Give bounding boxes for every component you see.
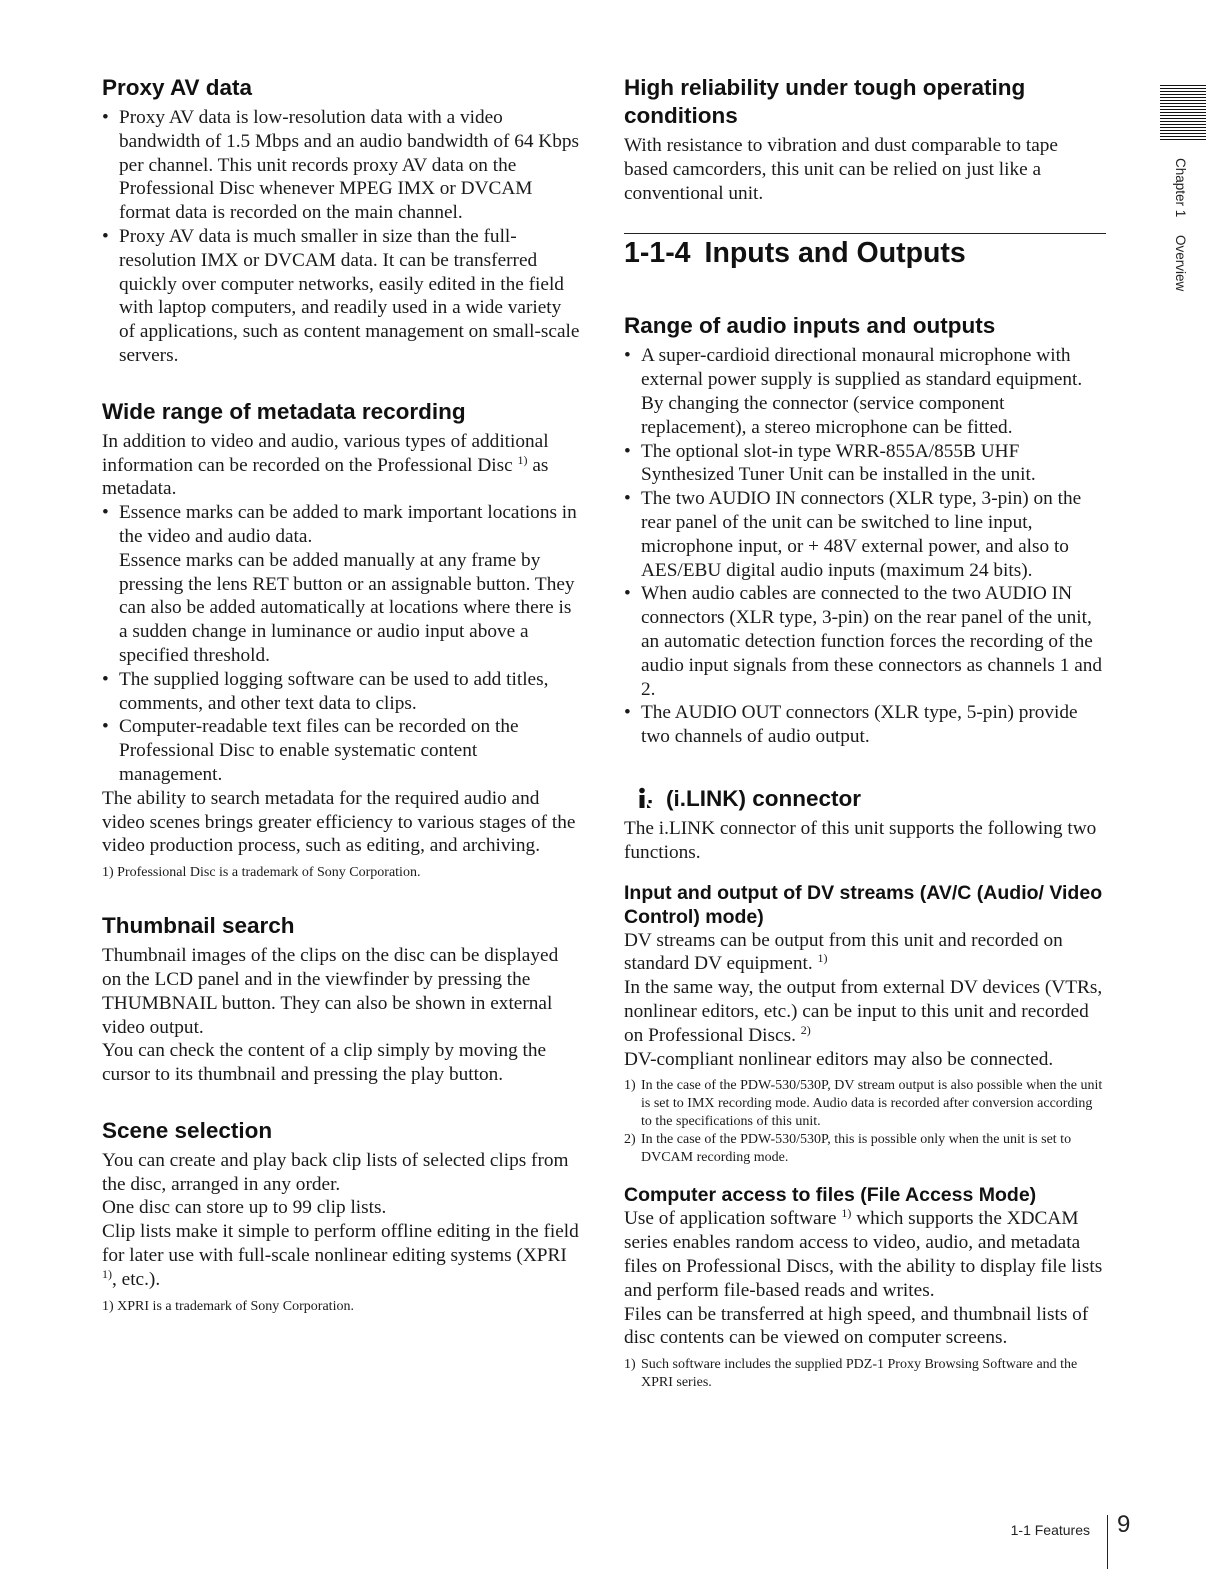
thumbnail-paragraph: Thumbnail images of the clips on the disc can be displayed on the LCD panel and in the viewfinder by pressing the THUMBNAIL button. They can also be shown in external video output. [102, 945, 559, 1038]
section-heading [624, 236, 1106, 270]
audio-list [624, 344, 1106, 749]
right-column [624, 74, 1106, 1392]
scene-paragraph: Clip lists make it simple to perform offline editing in the field for later use with full-scale nonlinear editing systems (XPRI $^{1)}$, etc.). [102, 1221, 579, 1290]
chapter-title: Overview [1173, 235, 1188, 292]
footnote-ref: 2) [800, 1022, 811, 1037]
file-access-paragraph: Files can be transferred at high speed, and thumbnail lists of disc contents can be viewed on computer screens. [624, 1303, 1089, 1349]
section-number: 1-1-4 [624, 237, 691, 270]
footnote-ref: 1) [817, 951, 828, 966]
chapter-tab-marker [1160, 85, 1206, 141]
scene-heading: Scene selection [102, 1117, 273, 1143]
list-item: • When audio cables are connected to the two AUDIO IN connectors (XLR type, 3-pin) on the rear panel of the unit, an automatic detection function forces the recording of the audio input signals from these connectors as channels 1 and 2. [624, 582, 1106, 701]
metadata-list [102, 501, 582, 787]
list-item: • The optional slot-in type WRR-855A/855B UHF Synthesized Tuner Unit can be installed in the unit. [624, 440, 1106, 488]
metadata-heading: Wide range of metadata recording [102, 398, 466, 424]
proxy-av-list [102, 106, 582, 368]
footer-section-label: 1-1 Features [1010, 1522, 1090, 1538]
chapter-side-label [1160, 158, 1188, 298]
footnote: 2) In the case of the PDW-530/530P, this is possible only when the unit is set to DVCAM recording mode. [624, 1132, 1072, 1166]
footnote-ref: 1) [841, 1206, 852, 1221]
list-item: • The supplied logging software can be used to add titles, comments, and other text data to clips. [102, 668, 582, 716]
list-item: • Proxy AV data is much smaller in size than the full-resolution IMX or DVCAM data. It can be transferred quickly over computer networks, easily edited in the field with laptop computers, and readily used in a wide variety of applications, such as content management on small-scale servers. [102, 225, 582, 368]
left-column [102, 74, 582, 1316]
dv-streams-heading: Input and output of DV streams (AV/C (Audio/ Video Control) mode) [624, 881, 1103, 928]
metadata-closing: The ability to search metadata for the required audio and video scenes brings greater efficiency to various stages of the video production process, such as editing, and archiving. [102, 787, 576, 857]
scene-paragraph: One disc can store up to 99 clip lists. [102, 1197, 387, 1219]
dv-paragraph: In the same way, the output from external DV devices (VTRs, nonlinear editors, etc.) can be input to this unit and recorded on Professional Discs. $^{2)}$ [624, 977, 1103, 1046]
file-access-paragraph: Use of application software $^{1)}$ which supports the XDCAM series enables random access to video, audio, and metadata files on Professional Discs, with the ability to display file lists and perform file-based reads and writes. [624, 1206, 1103, 1301]
reliability-heading: High reliability under tough operating conditions [624, 75, 1026, 128]
section-title: Inputs and Outputs [704, 237, 966, 270]
footnote: 1) XPRI is a trademark of Sony Corporation. [102, 1298, 354, 1314]
section-rule [624, 233, 1106, 234]
audio-heading: Range of audio inputs and outputs [624, 313, 996, 339]
scene-paragraph: You can create and play back clip lists of selected clips from the disc, arranged in any order. [102, 1149, 569, 1195]
reliability-paragraph: With resistance to vibration and dust comparable to tape based camcorders, this unit can be relied on just like a conventional unit. [624, 135, 1058, 204]
footnote: 1) In the case of the PDW-530/530P, DV stream output is also possible when the unit is set to IMX recording mode. Audio data is recorded after conversion according to the specifications of this unit. [624, 1078, 1103, 1130]
list-item: • Proxy AV data is low-resolution data with a video bandwidth of 1.5 Mbps and an audio bandwidth of 64 Kbps per channel. This unit records proxy AV data on the Professional Disc whenever MPEG IMX or DVCAM format data is recorded on the main channel. [102, 106, 582, 225]
footnote-ref: 1) [517, 452, 528, 467]
page-number: 9 [1117, 1511, 1131, 1538]
list-item: • A super-cardioid directional monaural microphone with external power supply is supplied as standard equipment. By changing the connector (service component replacement), a stereo microphone can be fitted. [624, 344, 1106, 439]
footnote: 1) Such software includes the supplied PDZ-1 Proxy Browsing Software and the XPRI series. [624, 1357, 1078, 1391]
footer-divider [1107, 1515, 1108, 1569]
proxy-av-heading: Proxy AV data [102, 75, 253, 100]
list-item: • Essence marks can be added to mark important locations in the video and audio data. Essence marks can be added manually at any frame by pressing the lens RET button or an assignable button. They can also be added automatically at locations where there is a sudden change in luminance or audio input above a specified threshold. [102, 501, 582, 668]
thumbnail-heading: Thumbnail search [102, 913, 295, 939]
ilink-intro: The i.LINK connector of this unit supports the following two functions. [624, 817, 1097, 863]
thumbnail-paragraph: You can check the content of a clip simply by moving the cursor to its thumbnail and pressing the play button. [102, 1040, 547, 1086]
list-item: • The two AUDIO IN connectors (XLR type, 3-pin) on the rear panel of the unit can be switched to line input, microphone input, or + 48V external power, and also to AES/EBU digital audio inputs (maximum 24 bits). [624, 487, 1106, 582]
dv-paragraph: DV-compliant nonlinear editors may also be connected. [624, 1048, 1054, 1070]
list-item: • Computer-readable text files can be recorded on the Professional Disc to enable systematic content management. [102, 715, 582, 786]
list-item: • The AUDIO OUT connectors (XLR type, 5-pin) provide two channels of audio output. [624, 701, 1106, 749]
footnote: 1) Professional Disc is a trademark of Sony Corporation. [102, 865, 421, 881]
file-access-heading: Computer access to files (File Access Mode) [624, 1184, 1037, 1207]
footnote-ref: 1) [102, 1266, 112, 1281]
list-item-detail: Essence marks can be added manually at any frame by pressing the lens RET button or an assignable button. They can also be added automatically at locations where there is a sudden change in luminance or audio input above a specified threshold. [119, 549, 575, 666]
chapter-label: Chapter 1 [1173, 158, 1188, 218]
dv-paragraph: DV streams can be output from this unit and recorded on standard DV equipment. $^{1)}$ [624, 929, 1063, 975]
ilink-heading: (i.LINK) connector [624, 785, 1106, 813]
i-link-icon [636, 787, 658, 809]
metadata-intro: In addition to video and audio, various types of additional information can be recorded on the Professional Disc $^{1)}$ as metadata. [102, 430, 549, 500]
